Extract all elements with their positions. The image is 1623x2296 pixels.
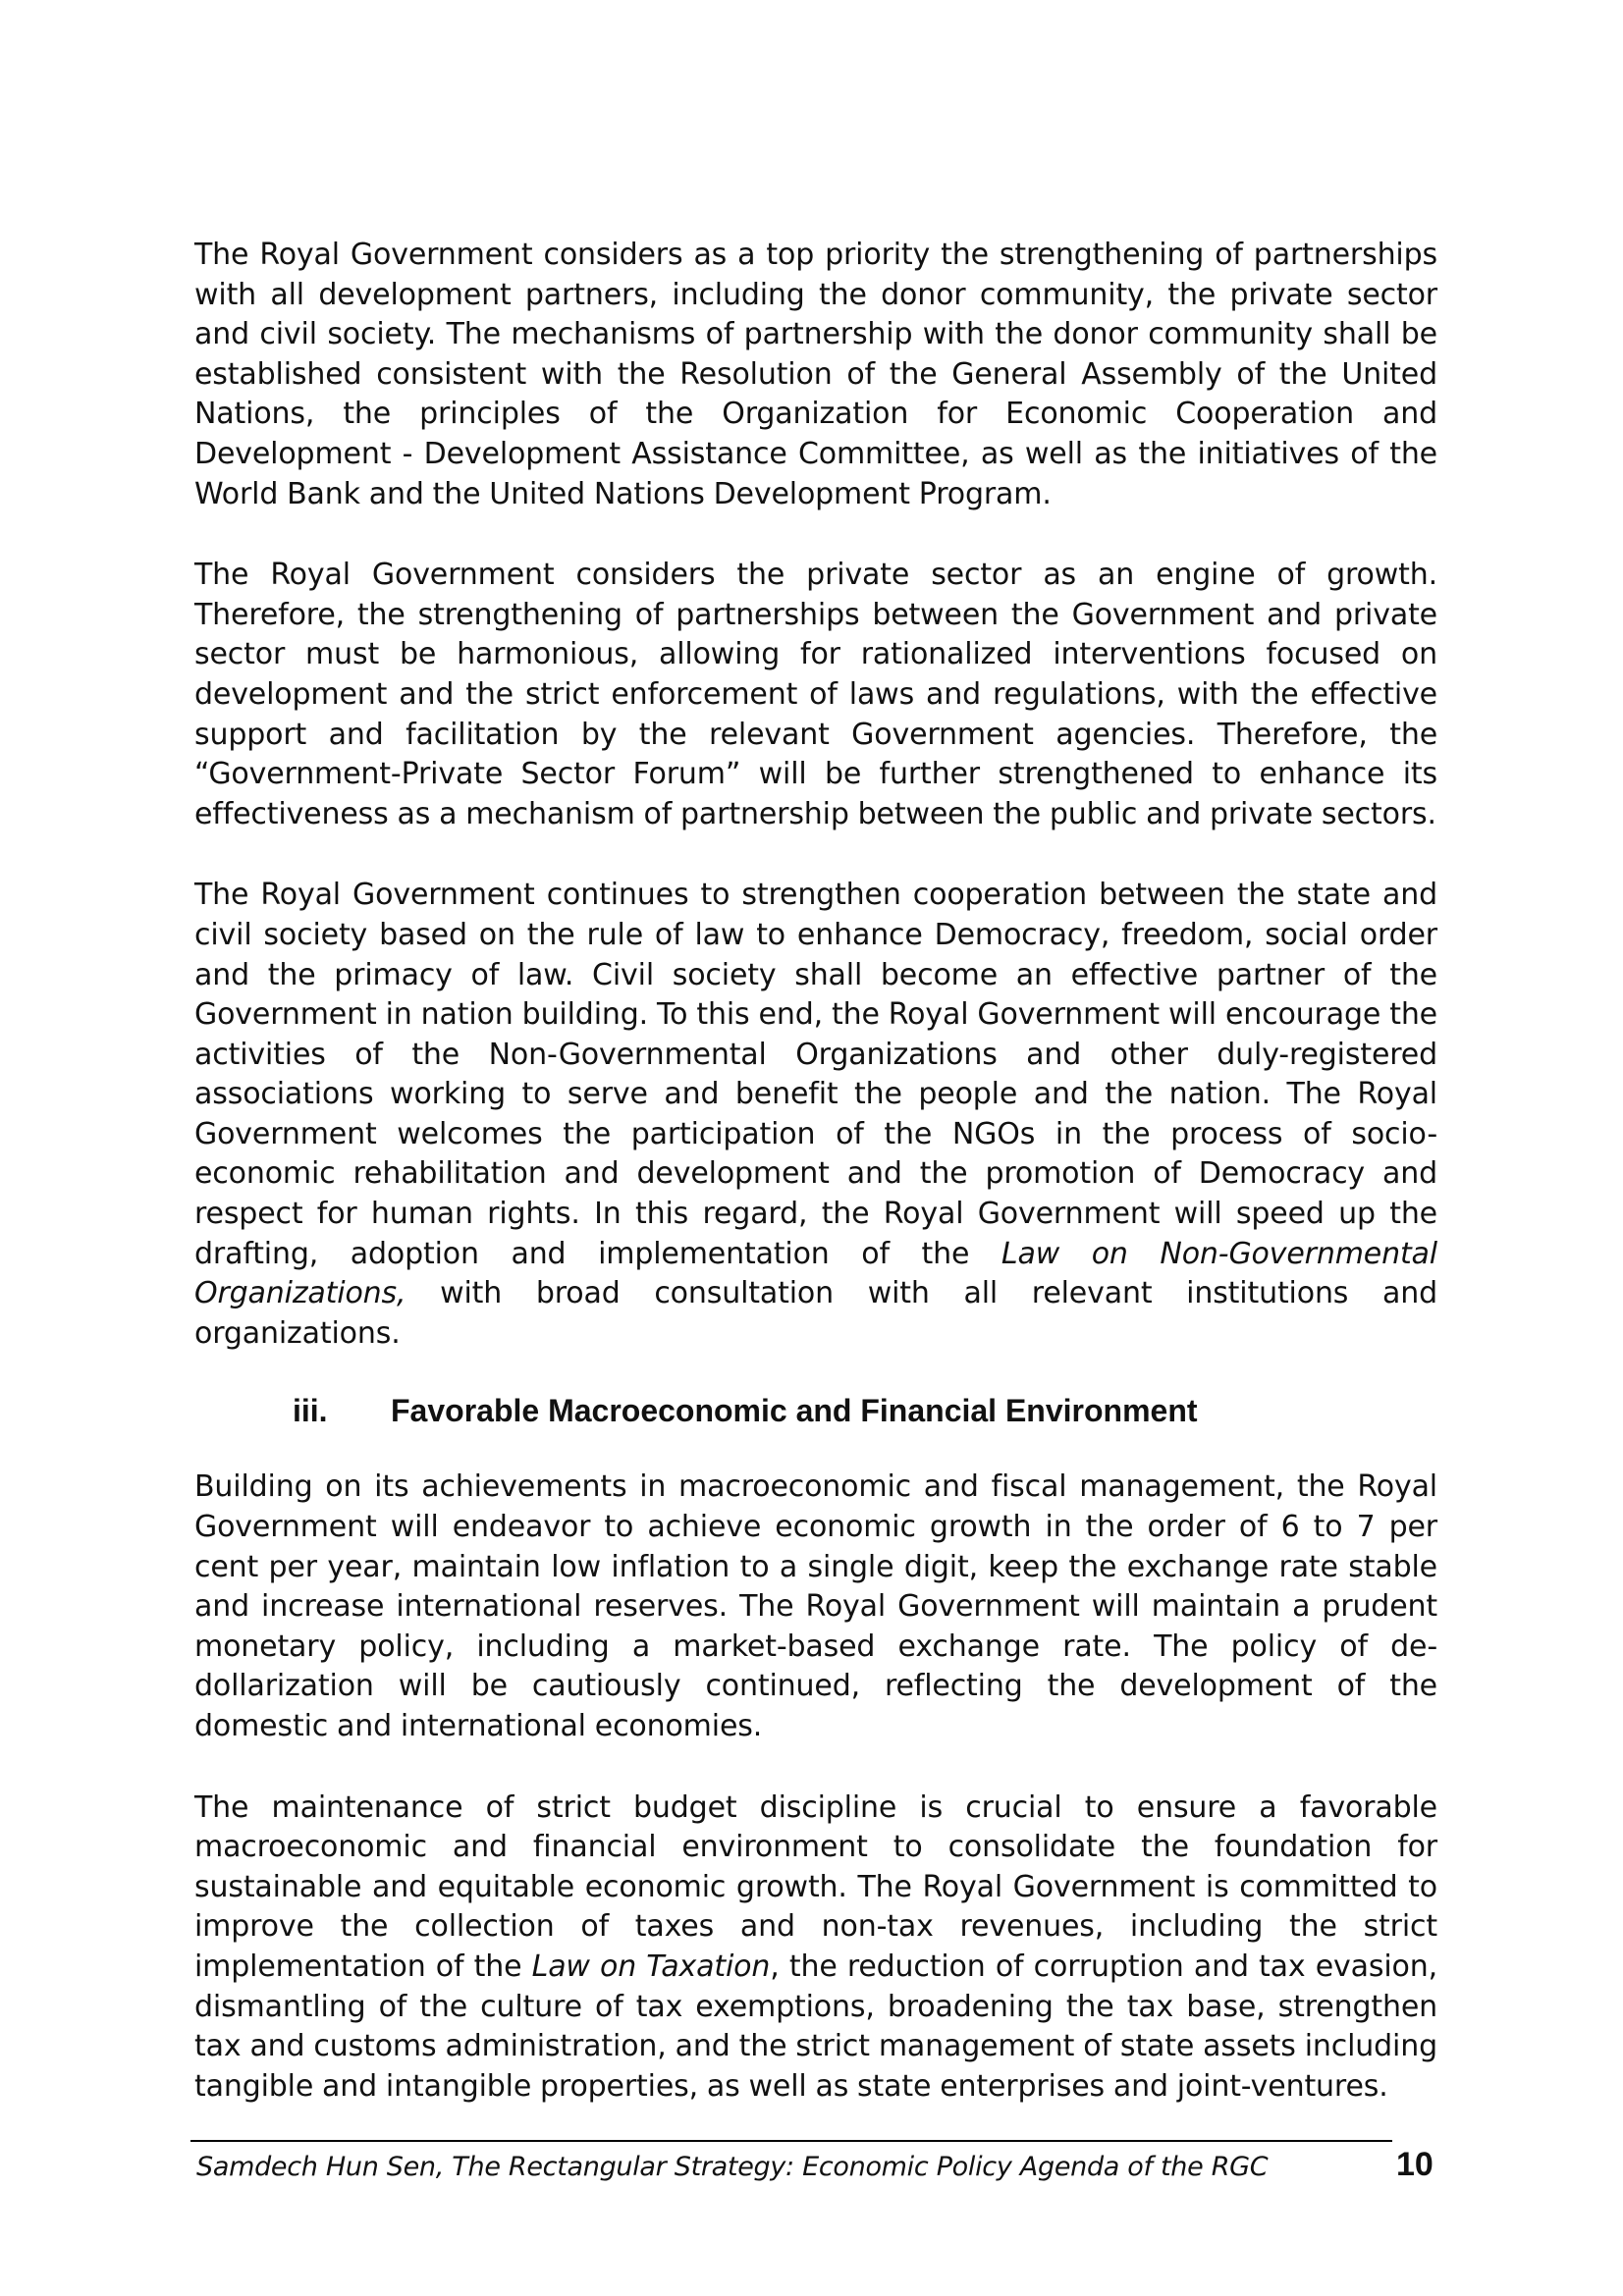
law-on-ngos-title: Law on Non-Governmental Organizations, — [194, 1236, 1437, 1311]
paragraph-civil-society-text: The Royal Government continues to strengthen cooperation between the state and civil society based on the rule of law to enhance Democracy, freedom, social order and the primacy of law. Civil society shall become an effective partner of the Government in nation building. To this end, the Royal Government will encourage the activities of the Non-Governmental Organizations and other duly-registered associations working to serve and benefit the people and the nation. The Royal Government welcomes the participation of the NGOs in the process of socio-economic rehabilitation and development and the promotion of Democracy and respect for human rights. In this regard, the Royal Government will speed up the drafting, adoption and implementation of the — [194, 878, 1437, 1271]
page-number: 10 — [1396, 2146, 1434, 2183]
section-number: iii. — [293, 1393, 328, 1429]
paragraph-partnerships: The Royal Government considers as a top priority the strengthening of partnerships with all development partners, including the donor community, the private sector and civil society. The mechanisms of partnership with the donor community shall be established consistent with the Resolution of the General Assembly of the United Nations, the principles of the Organization for Economic Cooperation and Development - Development Assistance Committee, as well as the initiatives of the World Bank and the United Nations Development Program. — [194, 238, 1437, 511]
paragraph-budget-end: , the reduction of corruption and tax evasion, dismantling of the culture of tax exemptions, broadening the tax base, strengthen tax and customs administration, and the strict management of state assets including tangible and intangible properties, as well as state enterprises and joint-ventures. — [194, 1949, 1437, 2104]
footer-citation: Samdech Hun Sen, The Rectangular Strategy: Economic Policy Agenda of the RGC — [196, 2152, 1269, 2182]
section-title: Favorable Macroeconomic and Financial Environment — [391, 1393, 1198, 1429]
paragraph-budget-text: The maintenance of strict budget discipline is crucial to ensure a favorable macroeconomic and financial environment to consolidate the foundation for sustainable and equitable economic growth. The Royal Government is committed to improve the collection of taxes and non-tax revenues, including the strict implementation of the — [194, 1789, 1437, 1984]
paragraph-civil-society — [194, 876, 1437, 1354]
footer-rule — [190, 2140, 1392, 2142]
document-body — [194, 236, 1437, 2148]
section-heading — [194, 1391, 1437, 1430]
paragraph-civil-society-end: with broad consultation with all relevant institutions and organizations. — [194, 1276, 1437, 1351]
paragraph-macroeconomic: Building on its achievements in macroeconomic and fiscal management, the Royal Government will endeavor to achieve economic growth in the order of 6 to 7 per cent per year, maintain low inflation to a single digit, keep the exchange rate stable and increase international reserves. The Royal Government will maintain a prudent monetary policy, including a market-based exchange rate. The policy of de-dollarization will be cautiously continued, reflecting the development of the domestic and international economies. — [194, 1469, 1437, 1743]
law-on-taxation-title: Law on Taxation — [531, 1949, 771, 1984]
paragraph-private-sector: The Royal Government considers the private sector as an engine of growth. Therefore, the strengthening of partnerships between the Government and private sector must be harmonious, allowing for rationalized interventions focused on development and the strict enforcement of laws and regulations, with the effective support and facilitation by the relevant Government agencies. Therefore, the “Government-Private Sector Forum” will be further strengthened to enhance its effectiveness as a mechanism of partnership between the public and private sectors. — [194, 558, 1437, 831]
paragraph-budget-discipline — [194, 1789, 1437, 2108]
